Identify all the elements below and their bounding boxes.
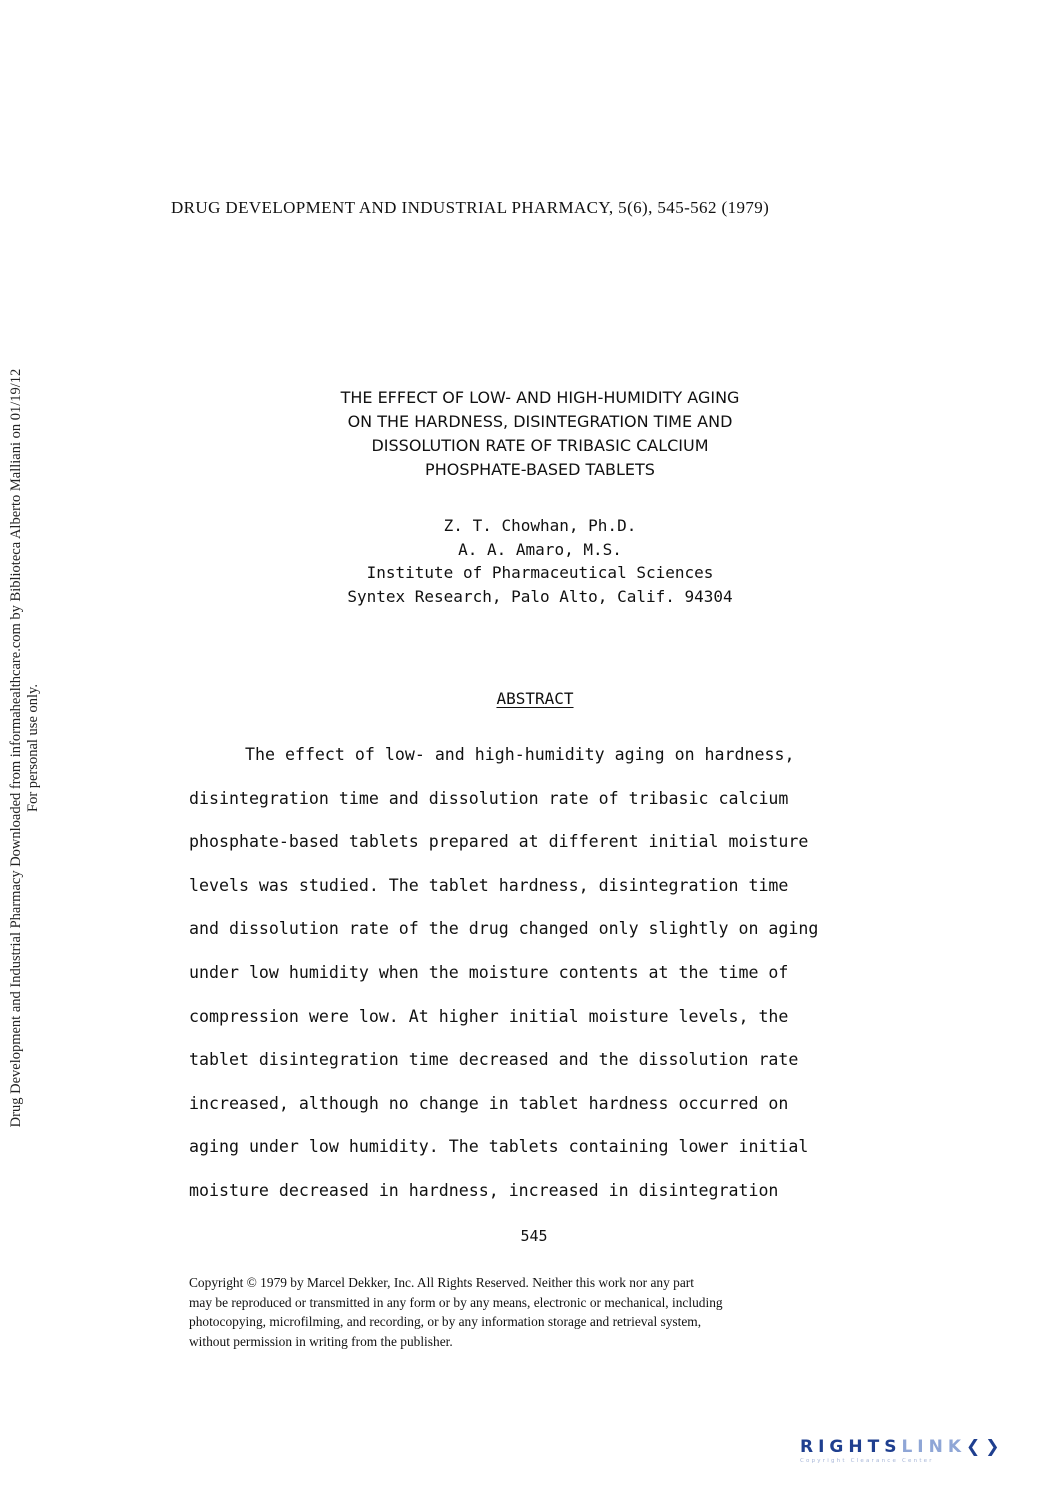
abstract-line: phosphate-based tablets prepared at different initial moisture <box>189 832 809 852</box>
logo-link-text: LINK <box>901 1437 966 1457</box>
article-title <box>290 386 790 482</box>
copyright-line: without permission in writing from the publisher. <box>189 1333 453 1349</box>
abstract-line: aging under low humidity. The tablets containing lower initial <box>189 1137 809 1157</box>
title-line: ON THE HARDNESS, DISINTEGRATION TIME AND <box>347 412 733 431</box>
rightslink-wordmark <box>800 1437 1035 1457</box>
rightslink-logo[interactable] <box>800 1437 1035 1473</box>
download-notice-line: For personal use only. <box>25 684 41 812</box>
abstract-line: increased, although no change in tablet hardness occurred on <box>189 1093 789 1113</box>
abstract-body <box>189 733 889 1213</box>
author-name: Z. T. Chowhan, Ph.D. <box>443 516 637 535</box>
download-notice-line: Drug Development and Industrial Pharmacy Downloaded from informahealthcare.com by Biblioteca Alberto Malliani on 01/19/12 <box>8 368 24 1128</box>
title-line: THE EFFECT OF LOW- AND HIGH-HUMIDITY AGING <box>340 388 740 407</box>
abstract-line: and dissolution rate of the drug changed only slightly on aging <box>189 919 819 939</box>
affiliation-address: Syntex Research, Palo Alto, Calif. 94304 <box>347 586 733 606</box>
abstract-line: tablet disintegration time decreased and the dissolution rate <box>189 1050 799 1070</box>
logo-tagline: Copyright Clearance Center <box>800 1458 934 1464</box>
affiliation-institute: Institute of Pharmaceutical Sciences <box>366 563 714 582</box>
abstract-line: compression were low. At higher initial moisture levels, the <box>189 1006 789 1026</box>
abstract-line: disintegration time and dissolution rate of tribasic calcium <box>189 788 789 808</box>
logo-rights-text: RIGHTS <box>800 1437 902 1457</box>
title-line: PHOSPHATE-BASED TABLETS <box>425 460 655 479</box>
journal-citation: DRUG DEVELOPMENT AND INDUSTRIAL PHARMACY, 5(6), 545-562 (1979) <box>171 198 770 217</box>
author-affiliation <box>290 514 790 608</box>
abstract-line: under low humidity when the moisture contents at the time of <box>189 962 789 982</box>
abstract-line: moisture decreased in hardness, increased in disintegration <box>189 1180 779 1200</box>
abstract-heading-text: ABSTRACT <box>496 689 574 708</box>
rightslink-chevron-icon: ❮❯ <box>966 1437 1005 1457</box>
page-number: 545 <box>520 1227 548 1245</box>
abstract-line: levels was studied. The tablet hardness, disintegration time <box>189 875 789 895</box>
copyright-line: Copyright © 1979 by Marcel Dekker, Inc. All Rights Reserved. Neither this work nor any part <box>189 1275 694 1290</box>
copyright-line: photocopying, microfilming, and recording, or by any information storage and retrieval system, <box>189 1314 702 1329</box>
author-name: A. A. Amaro, M.S. <box>458 539 622 559</box>
title-line: DISSOLUTION RATE OF TRIBASIC CALCIUM <box>371 436 709 455</box>
copyright-line: may be reproduced or transmitted in any form or by any means, electronic or mechanical, including <box>189 1294 723 1310</box>
abstract-line: The effect of low- and high-humidity aging on hardness, <box>245 745 795 764</box>
download-notice <box>8 308 42 1188</box>
abstract-heading <box>435 689 635 708</box>
copyright-notice <box>189 1273 899 1351</box>
